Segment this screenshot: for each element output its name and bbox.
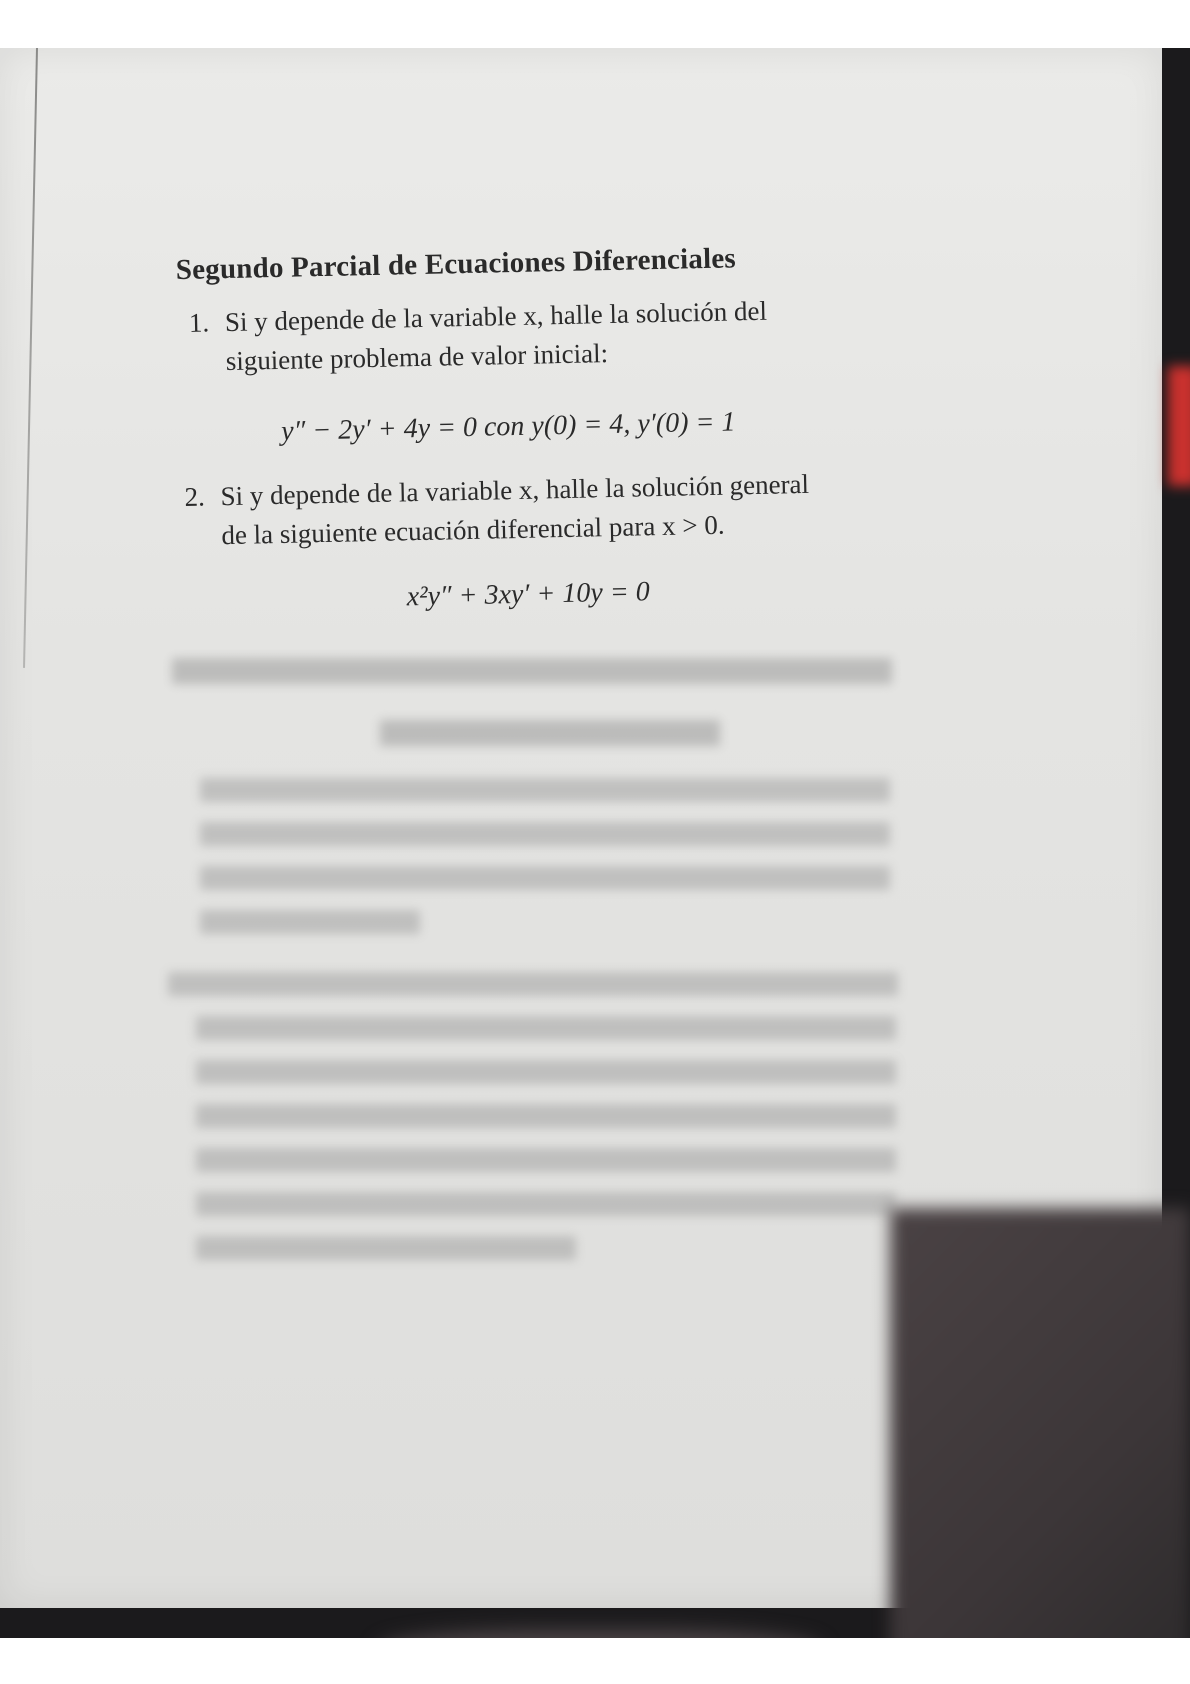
blurred-line <box>200 778 890 802</box>
exam-content <box>0 48 1157 613</box>
blurred-line <box>200 910 420 934</box>
blurred-line <box>196 1192 896 1216</box>
red-object-edge <box>1168 366 1190 486</box>
blurred-line <box>200 866 890 890</box>
problem-2-equation: x²y″ + 3xy′ + 10y = 0 <box>406 576 651 613</box>
problem-1-equation: y″ − 2y′ + 4y = 0 con y(0) = 4, y′(0) = 1 <box>280 406 736 447</box>
shadow-region <box>890 1208 1190 1638</box>
problem-1-number: 1. <box>188 307 210 338</box>
problem-2-number: 2. <box>184 481 206 512</box>
blurred-line <box>196 1104 896 1128</box>
problem-1-line-1: Si y depende de la variable x, halle la solución del <box>224 295 768 338</box>
blurred-line <box>196 1060 896 1084</box>
blurred-line <box>196 1148 896 1172</box>
problem-1-line-2: siguiente problema de valor inicial: <box>225 338 609 377</box>
blurred-line <box>380 720 720 746</box>
paper-fold-line <box>23 48 38 668</box>
exam-title: Segundo Parcial de Ecuaciones Diferenciales <box>175 242 737 287</box>
problem-1 <box>189 292 769 382</box>
blurred-line <box>200 822 890 846</box>
problem-2-line-1: Si y depende de la variable x, halle la solución general <box>220 468 810 512</box>
blurred-line <box>168 972 898 996</box>
blurred-line <box>196 1016 896 1040</box>
blurred-line <box>196 1236 576 1260</box>
document-photo <box>0 48 1190 1638</box>
blurred-line <box>172 658 892 684</box>
problem-2 <box>184 465 810 556</box>
problem-2-line-2: de la siguiente ecuación diferencial para x > 0. <box>221 509 725 551</box>
